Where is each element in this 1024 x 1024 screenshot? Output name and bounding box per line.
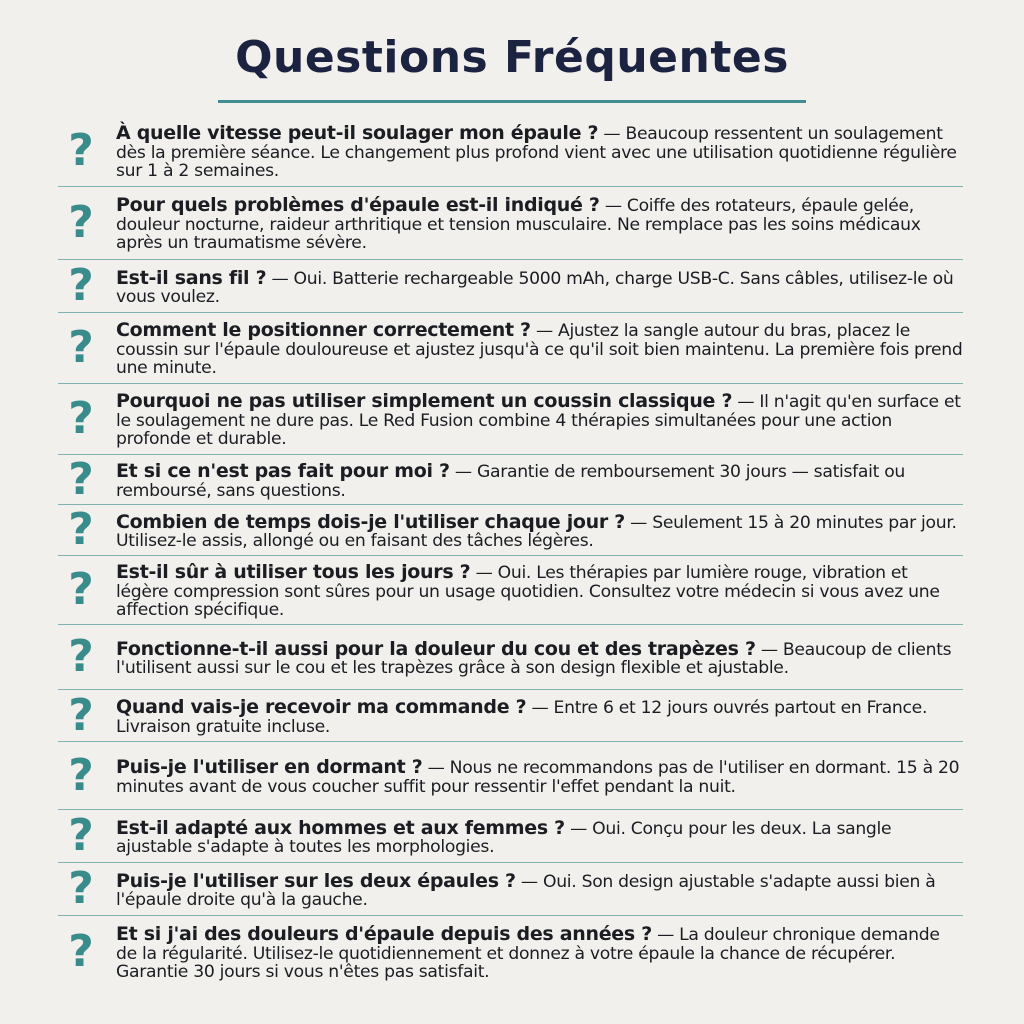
faq-separator: — bbox=[449, 462, 477, 482]
question-mark-icon: ? bbox=[68, 631, 94, 682]
faq-question: Et si j'ai des douleurs d'épaule depuis des années ? bbox=[116, 923, 652, 946]
faq-separator: — bbox=[515, 871, 543, 892]
faq-answer: Il n'agit qu'en surface et le soulagement ne dure pas. Le Red Fusion combine 4 thérapies simultanées pour une action profonde et durable. bbox=[116, 392, 961, 450]
question-mark-icon: ? bbox=[68, 504, 94, 555]
faq-answer: Oui. Les thérapies par lumière rouge, vibration et légère compression sont sûres pour un usage quotidien. Consultez votre médecin si vous avez une affection spécifique. bbox=[116, 563, 940, 621]
faq-separator: — bbox=[422, 758, 450, 778]
faq-answer: La douleur chronique demande de la régularité. Utilisez-le quotidiennement et donnez à votre épaule la chance de récupérer. Garantie 30 jours si vous n'êtes pas satisfait. bbox=[116, 925, 940, 983]
faq-separator: — bbox=[530, 321, 558, 342]
title-underline bbox=[218, 100, 806, 103]
faq-entry bbox=[116, 869, 963, 910]
faq-answer: Oui. Son design ajustable s'adapte aussi bien à l'épaule droite qu'à la gauche. bbox=[116, 871, 936, 910]
faq-separator: — bbox=[651, 925, 680, 946]
faq-separator: — bbox=[732, 392, 760, 413]
faq-answer: Entre 6 et 12 jours ouvrés partout en France. Livraison gratuite incluse. bbox=[116, 698, 928, 737]
faq-item bbox=[58, 810, 963, 863]
faq-item bbox=[58, 505, 963, 556]
faq-separator: — bbox=[755, 639, 783, 660]
faq-entry bbox=[116, 758, 963, 796]
question-mark-icon: ? bbox=[68, 197, 94, 248]
faq-item bbox=[58, 313, 963, 384]
faq-entry bbox=[116, 266, 963, 307]
question-mark-icon: ? bbox=[68, 453, 94, 505]
page-title: Questions Fréquentes bbox=[235, 32, 789, 83]
faq-item bbox=[58, 556, 963, 625]
faq-item bbox=[58, 384, 963, 455]
faq-question: Quand vais-je recevoir ma commande ? bbox=[116, 696, 527, 718]
faq-question: Pour quels problèmes d'épaule est-il indiqué ? bbox=[116, 194, 600, 217]
faq-separator: — bbox=[598, 124, 626, 145]
faq-entry bbox=[116, 392, 963, 449]
question-mark-icon: ? bbox=[68, 564, 94, 615]
faq-question: Puis-je l'utiliser sur les deux épaules ? bbox=[116, 869, 516, 892]
question-mark-icon: ? bbox=[68, 926, 94, 977]
faq-list bbox=[58, 116, 963, 988]
faq-separator: — bbox=[564, 818, 593, 839]
faq-question: Et si ce n'est pas fait pour moi ? bbox=[116, 460, 450, 482]
faq-entry bbox=[116, 196, 963, 253]
faq-question: À quelle vitesse peut-il soulager mon épaule ? bbox=[116, 122, 599, 145]
faq-entry bbox=[116, 124, 963, 181]
question-mark-icon: ? bbox=[68, 810, 94, 861]
faq-item bbox=[58, 260, 963, 313]
faq-separator: — bbox=[599, 196, 627, 217]
faq-separator: — bbox=[625, 512, 653, 533]
faq-answer: Garantie de remboursement 30 jours — satisfait ou remboursé, sans questions. bbox=[116, 462, 906, 501]
faq-separator: — bbox=[266, 268, 294, 289]
faq-question: Est-il sans fil ? bbox=[116, 266, 267, 289]
faq-answer: Coiffe des rotateurs, épaule gelée, douleur nocturne, raideur arthritique et tension musculaire. Ne remplace pas les soins médicaux après un traumatisme sévère. bbox=[116, 196, 921, 254]
faq-item bbox=[58, 625, 963, 690]
faq-question: Combien de temps dois-je l'utiliser chaque jour ? bbox=[116, 510, 625, 533]
faq-question: Est-il adapté aux hommes et aux femmes ? bbox=[116, 816, 565, 839]
faq-question: Est-il sûr à utiliser tous les jours ? bbox=[116, 561, 471, 584]
faq-entry bbox=[116, 462, 963, 500]
question-mark-icon: ? bbox=[68, 749, 94, 801]
question-mark-icon: ? bbox=[68, 863, 94, 914]
faq-answer: Nous ne recommandons pas de l'utiliser en dormant. 15 à 20 minutes avant de vous coucher suffit pour ressentir l'effet pendant la nuit. bbox=[116, 758, 960, 797]
faq-item bbox=[58, 116, 963, 187]
faq-entry bbox=[116, 563, 963, 620]
faq-entry bbox=[116, 698, 963, 736]
question-mark-icon: ? bbox=[68, 322, 94, 373]
faq-item bbox=[58, 455, 963, 505]
faq-entry bbox=[116, 321, 963, 378]
faq-entry bbox=[116, 637, 963, 678]
faq-answer: Ajustez la sangle autour du bras, placez le coussin sur l'épaule douloureuse et ajustez jusqu'à ce qu'il soit bien maintenu. La première fois prend une minute. bbox=[116, 321, 963, 379]
faq-question: Pourquoi ne pas utiliser simplement un coussin classique ? bbox=[116, 390, 733, 413]
faq-separator: — bbox=[470, 563, 498, 584]
faq-separator: — bbox=[526, 698, 554, 718]
faq-answer: Seulement 15 à 20 minutes par jour. Utilisez-le assis, allongé ou en faisant des tâches légères. bbox=[116, 512, 957, 551]
faq-question: Comment le positionner correctement ? bbox=[116, 319, 531, 342]
question-mark-icon: ? bbox=[68, 125, 94, 176]
question-mark-icon: ? bbox=[68, 393, 94, 444]
faq-item bbox=[58, 916, 963, 988]
faq-question: Puis-je l'utiliser en dormant ? bbox=[116, 756, 423, 778]
question-mark-icon: ? bbox=[68, 260, 94, 311]
faq-question: Fonctionne-t-il aussi pour la douleur du cou et des trapèzes ? bbox=[116, 637, 756, 660]
faq-answer: Oui. Batterie rechargeable 5000 mAh, charge USB-C. Sans câbles, utilisez-le où vous voulez. bbox=[116, 268, 954, 307]
faq-answer: Beaucoup ressentent un soulagement dès la première séance. Le changement plus profond vient avec une utilisation quotidienne régulière sur 1 à 2 semaines. bbox=[116, 124, 957, 182]
faq-answer: Beaucoup de clients l'utilisent aussi sur le cou et les trapèzes grâce à son design flexible et ajustable. bbox=[116, 639, 952, 678]
question-mark-icon: ? bbox=[68, 689, 94, 741]
faq-entry bbox=[116, 510, 963, 551]
faq-entry bbox=[116, 925, 963, 982]
faq-item bbox=[58, 863, 963, 916]
faq-answer: Oui. Conçu pour les deux. La sangle ajustable s'adapte à toutes les morphologies. bbox=[116, 818, 892, 857]
faq-entry bbox=[116, 816, 963, 857]
faq-item bbox=[58, 690, 963, 742]
faq-item bbox=[58, 187, 963, 260]
faq-item bbox=[58, 742, 963, 810]
